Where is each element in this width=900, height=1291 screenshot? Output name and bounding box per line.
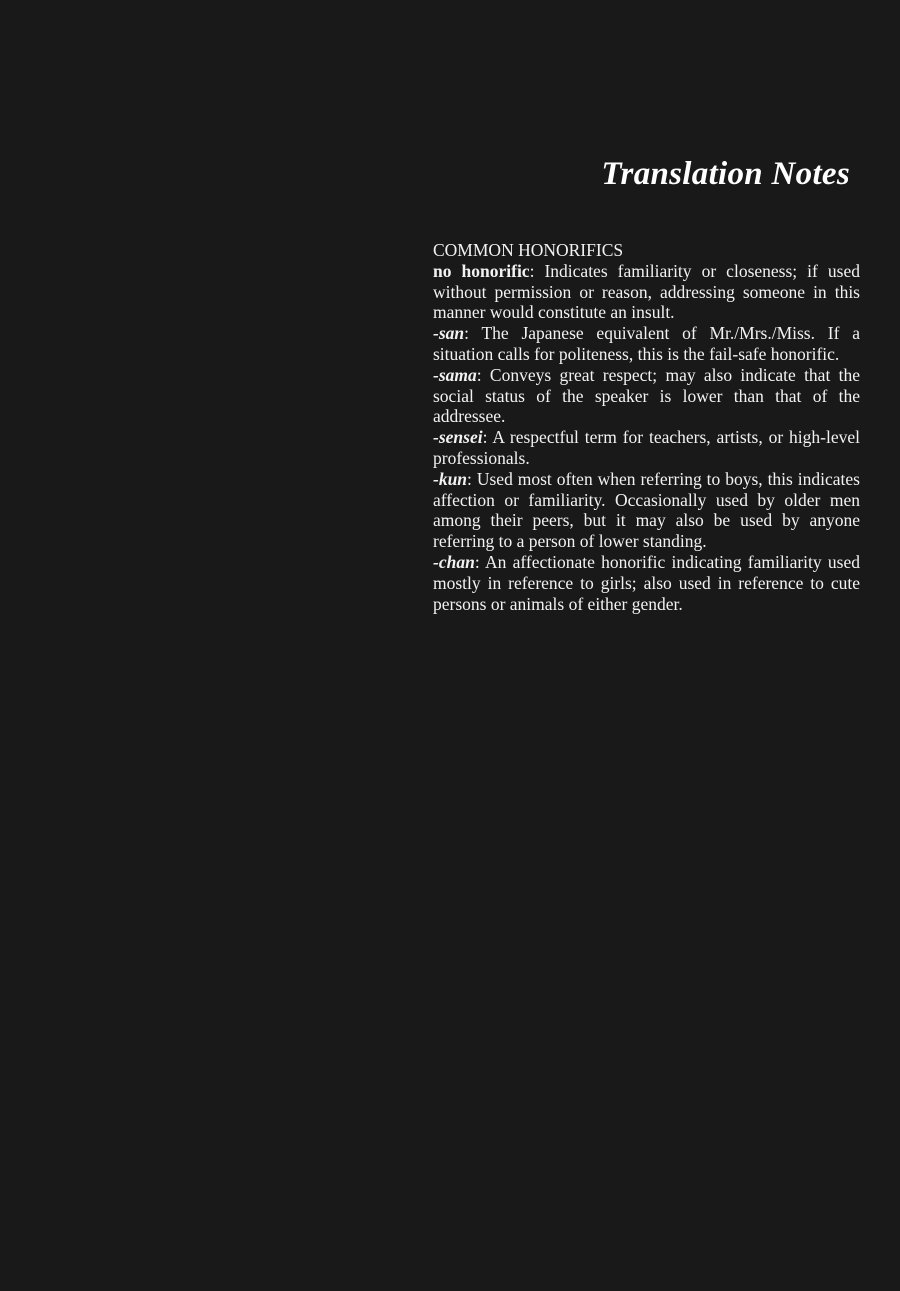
honorific-definition: : An affectionate honorific indicating familiarity used mostly in reference to girls; also used in reference to cute persons or animals of either gender. [433,551,860,614]
page-title: Translation Notes [601,156,850,192]
honorific-definition: : The Japanese equivalent of Mr./Mrs./Miss. If a situation calls for politeness, this is the fail-safe honorific. [433,323,860,364]
honorific-term: -kun [433,468,468,489]
honorific-term: -san [433,323,465,344]
honorific-entry-chan [433,552,860,614]
honorific-term: no honorific [433,260,530,281]
honorific-definition: : Conveys great respect; may also indicate that the social status of the speaker is lower than that of the addressee. [433,364,860,427]
honorific-entry-no-honorific [433,261,860,323]
honorific-entry-sama [433,365,860,427]
honorific-term: -sama [433,364,477,385]
honorific-definition: : Indicates familiarity or closeness; if used without permission or reason, addressing someone in this manner would constitute an insult. [433,260,860,323]
honorific-entry-sensei [433,427,860,469]
honorific-definition: : A respectful term for teachers, artists, or high-level professionals. [433,427,860,468]
translation-notes [433,240,860,614]
honorific-term: -sensei [433,427,483,448]
honorific-entry-san [433,323,860,365]
section-heading: COMMON HONORIFICS [433,240,624,260]
honorific-definition: : Used most often when referring to boys, this indicates affection or familiarity. Occasionally used by older men among their peers, but it may also be used by anyone referring to a person of lower standing. [433,468,860,552]
honorific-term: -chan [433,551,475,572]
honorific-entry-kun [433,469,860,552]
